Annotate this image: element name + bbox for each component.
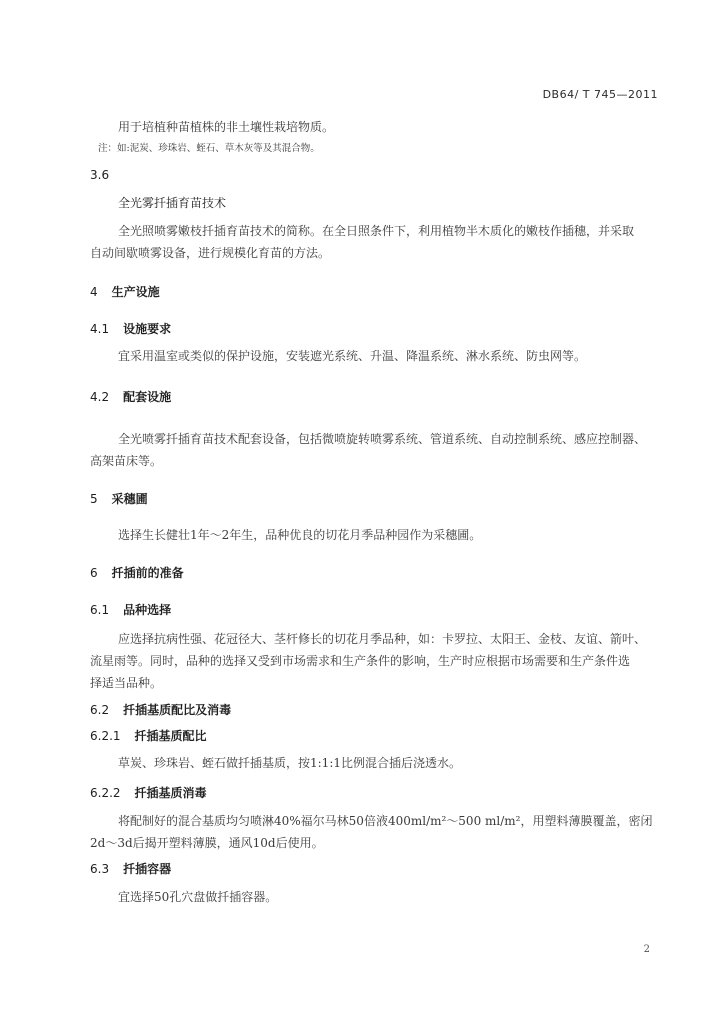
paragraph-line: 宜选择50孔穴盘做扦插容器。: [118, 890, 278, 904]
section-number: 6.2: [90, 703, 110, 717]
section-title: 扦插基质配比及消毒: [123, 703, 232, 717]
section-title: 扦插基质消毒: [134, 786, 207, 800]
section-number: 6.1: [90, 603, 110, 617]
paragraph-line: 2d～3d后揭开塑料薄膜，通风10d后使用。: [90, 836, 324, 850]
paragraph-line: 选择生长健壮1年～2年生，品种优良的切花月季品种园作为采穗圃。: [118, 528, 482, 542]
paragraph-line: 宜采用温室或类似的保护设施，安装遮光系统、升温、降温系统、淋水系统、防虫网等。: [118, 349, 587, 363]
paragraph-line: 将配制好的混合基质均匀喷淋40%福尔马林50倍液400ml/m²～500 ml/m²，用塑料薄膜覆盖，密闭: [118, 814, 653, 828]
section-heading: [90, 388, 171, 405]
paragraph-line: 全光喷雾扦插育苗技术配套设备，包括微喷旋转喷雾系统、管道系统、自动控制系统、感应控制器、: [118, 432, 647, 446]
section-heading: [90, 320, 171, 337]
section-number: 5: [90, 492, 98, 506]
section-heading: [90, 601, 171, 618]
section-title: 扦插基质配比: [134, 729, 207, 743]
section-heading: [90, 860, 171, 877]
paragraph-line: 择适当品种。: [90, 676, 163, 690]
section-title: 设施要求: [123, 322, 172, 336]
section-title: 采穗圃: [111, 492, 148, 506]
paragraph-line: 用于培植种苗植株的非土壤性栽培物质。: [118, 120, 335, 134]
section-title: 品种选择: [123, 603, 172, 617]
paragraph-line: 高架苗床等。: [90, 454, 163, 468]
page-number: 2: [643, 944, 650, 955]
section-number: 4: [90, 285, 98, 299]
section-number: 6.2.2: [90, 786, 121, 800]
section-title: 扦插前的准备: [111, 566, 184, 580]
section-title: 生产设施: [111, 285, 160, 299]
term-title: 全光雾扦插育苗技术: [118, 196, 227, 210]
section-title: 扦插容器: [123, 862, 172, 876]
paragraph-line: 自动间歇喷雾设备，进行规模化育苗的方法。: [90, 246, 331, 260]
section-number: 6.3: [90, 862, 110, 876]
section-heading: [90, 701, 231, 718]
standard-code: DB64/ T 745—2011: [542, 88, 658, 101]
paragraph-line: 应选择抗病性强、花冠径大、茎杆修长的切花月季品种，如：卡罗拉、太阳王、金枝、友谊、箭叶、: [118, 632, 647, 646]
section-heading: [90, 283, 160, 300]
section-heading: [90, 784, 207, 801]
note-line: 注：如:泥炭、珍珠岩、蛭石、草木灰等及其混合物。: [98, 143, 320, 154]
section-number: 6: [90, 566, 98, 580]
term-number: 3.6: [90, 168, 110, 182]
section-heading: [90, 490, 148, 507]
paragraph-line: 草炭、珍珠岩、蛭石做扦插基质，按1:1:1比例混合插后浇透水。: [118, 756, 461, 770]
paragraph-line: 流星雨等。同时，品种的选择又受到市场需求和生产条件的影响，生产时应根据市场需要和生产条件选: [90, 654, 631, 668]
paragraph-line: 全光照喷雾嫩枝扦插育苗技术的简称。在全日照条件下，利用植物半木质化的嫩枝作插穗，并采取: [118, 224, 635, 238]
section-number: 4.1: [90, 322, 110, 336]
section-number: 6.2.1: [90, 729, 121, 743]
section-heading: [90, 564, 184, 581]
section-number: 4.2: [90, 390, 110, 404]
section-heading: [90, 727, 207, 744]
section-title: 配套设施: [123, 390, 172, 404]
